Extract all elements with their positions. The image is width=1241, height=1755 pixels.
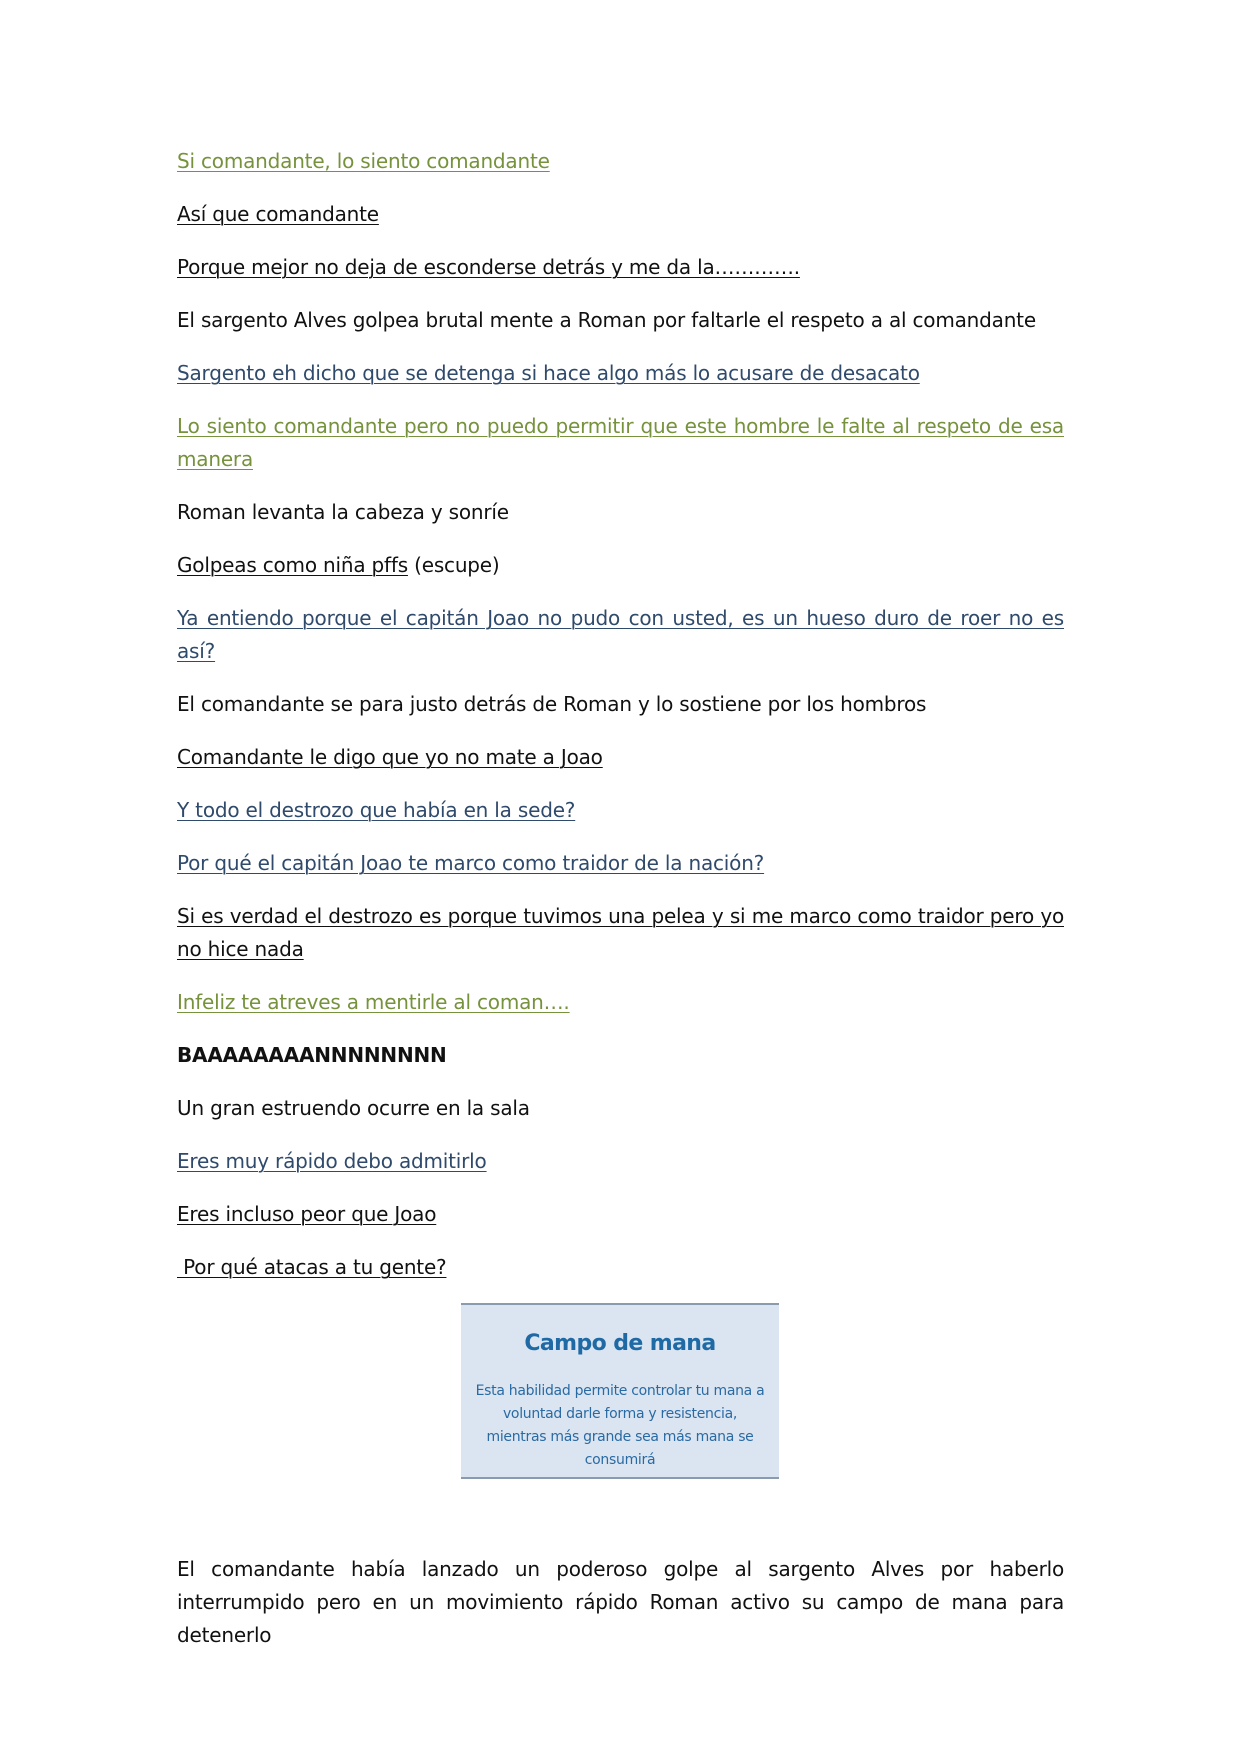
dialogue-line: Eres muy rápido debo admitirlo — [177, 1149, 487, 1173]
narration-line: El sargento Alves golpea brutal mente a Roman por faltarle el respeto a al comandante — [177, 308, 1036, 332]
skill-callout-box — [461, 1303, 779, 1479]
dialogue-line: Y todo el destrozo que había en la sede? — [177, 798, 576, 822]
dialogue-line: Ya entiendo porque el capitán Joao no pudo con usted, es un hueso duro de roer no es así? — [177, 606, 1064, 663]
skill-description: Esta habilidad permite controlar tu mana a voluntad darle forma y resistencia, mientras más grande sea más mana se consumirá — [475, 1383, 765, 1468]
dialogue-line: Por qué atacas a tu gente? — [177, 1255, 447, 1279]
narration-line: Un gran estruendo ocurre en la sala — [177, 1096, 530, 1120]
dialogue-underlined: Golpeas como niña pffs — [177, 553, 408, 577]
sound-effect-line: BAAAAAAAANNNNNNNN — [177, 1043, 447, 1067]
dialogue-line: Por qué el capitán Joao te marco como traidor de la nación? — [177, 851, 765, 875]
dialogue-line: Si comandante, lo siento comandante — [177, 149, 550, 173]
dialogue-line — [177, 549, 1064, 582]
dialogue-line: Eres incluso peor que Joao — [177, 1202, 437, 1226]
dialogue-line: Así que comandante — [177, 202, 379, 226]
dialogue-aside: (escupe) — [407, 553, 500, 577]
skill-title: Campo de mana — [524, 1331, 716, 1356]
dialogue-line: Infeliz te atreves a mentirle al coman…. — [177, 990, 570, 1014]
narration-paragraph: El comandante había lanzado un poderoso golpe al sargento Alves por haberlo interrumpido pero en un movimiento rápido Roman activo su campo de mana para detenerlo — [177, 1557, 1064, 1647]
dialogue-line: Comandante le digo que yo no mate a Joao — [177, 745, 603, 769]
narration-line: Roman levanta la cabeza y sonríe — [177, 500, 509, 524]
dialogue-line: Sargento eh dicho que se detenga si hace algo más lo acusare de desacato — [177, 361, 920, 385]
narration-line: El comandante se para justo detrás de Roman y lo sostiene por los hombros — [177, 692, 927, 716]
dialogue-body — [177, 145, 1064, 1304]
dialogue-line: Porque mejor no deja de esconderse detrás y me da la…………. — [177, 255, 800, 279]
dialogue-line: Lo siento comandante pero no puedo permitir que este hombre le falte al respeto de esa manera — [177, 414, 1064, 471]
dialogue-line: Si es verdad el destrozo es porque tuvimos una pelea y si me marco como traidor pero yo no hice nada — [177, 904, 1064, 961]
